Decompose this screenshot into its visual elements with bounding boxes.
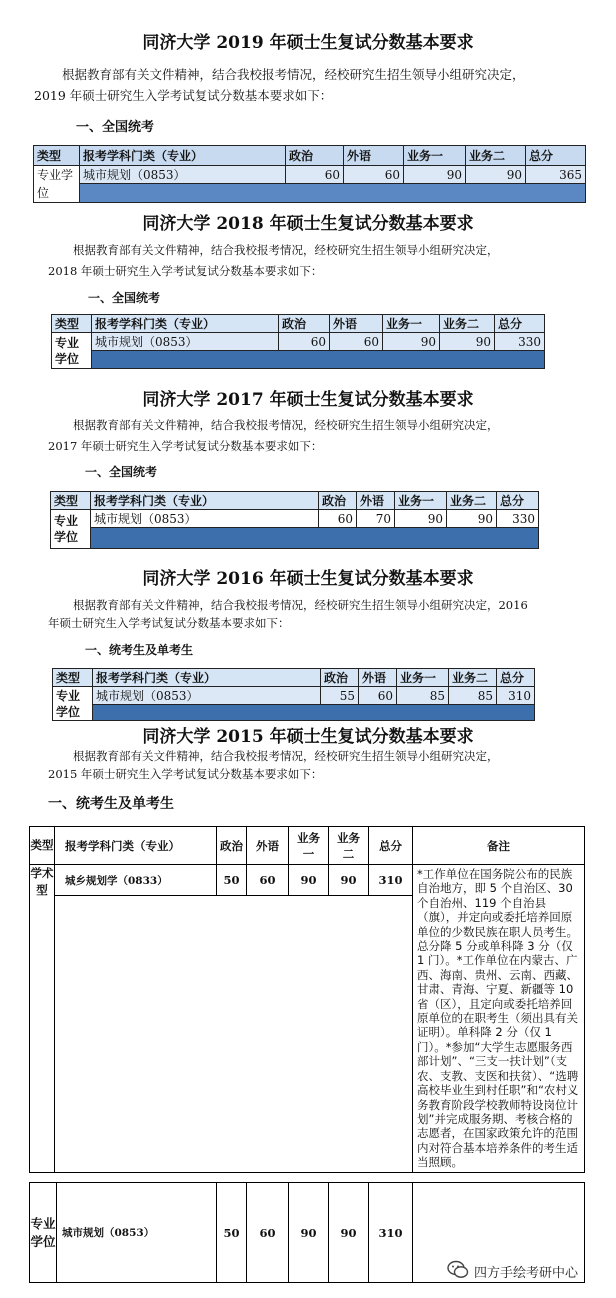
para-2018-line2: 2018 年硕士研究生入学考试复试分数基本要求如下： [48,264,323,278]
type-cell: 专业学位 [53,687,93,721]
header-major: 报考学科门类（专业） [80,146,286,166]
para-2018-line1: 根据教育部有关文件精神，结合我校报考情况，经校研究生招生领导小组研究决定， [73,243,499,257]
header-remarks: 备注 [413,827,585,865]
type-cell-academic: 学术型 [30,865,55,1173]
header-type: 类型 [51,492,91,510]
header-subject2: 业务二 [466,146,526,166]
subject1-score: 90 [289,1183,329,1283]
subject1-score: 90 [289,865,329,896]
blue-filler [92,351,545,369]
politics-score: 50 [217,1183,247,1283]
blue-filler [91,528,539,549]
header-language: 外语 [247,827,289,865]
blue-filler [80,184,586,203]
header-total: 总分 [497,669,535,687]
title-2018: 同济大学 2018 年硕士生复试分数基本要求 [142,214,474,234]
total-score: 310 [369,865,413,896]
politics-score: 50 [217,865,247,896]
type-cell: 专业学位 [52,333,92,369]
major-cell: 城市规划（0853） [93,687,321,705]
major-cell: 城市规划（0853） [91,510,319,528]
header-total: 总分 [526,146,586,166]
score-table-2018 [51,314,545,369]
header-type: 类型 [34,146,80,166]
title-2015: 同济大学 2015 年硕士生复试分数基本要求 [142,727,474,747]
section-2019: 一、全国统考 [76,120,155,135]
language-score: 60 [247,865,289,896]
para-2017-line2: 2017 年硕士研究生入学考试复试分数基本要求如下： [48,439,323,453]
type-cell-professional: 专业学位 [30,1183,57,1283]
header-politics: 政治 [217,827,247,865]
section-2017: 一、全国统考 [85,465,158,479]
header-language: 外语 [330,315,383,333]
header-language: 外语 [359,669,397,687]
header-subject2: 业务二 [329,827,369,865]
header-type: 类型 [30,827,55,865]
subject2-score: 90 [440,333,495,351]
subject1-score: 85 [397,687,449,705]
header-major: 报考学科门类（专业） [55,827,217,865]
subject2-score: 85 [449,687,497,705]
total-score: 365 [526,166,586,184]
header-language: 外语 [357,492,395,510]
major-cell: 城市规划（0853） [92,333,279,351]
subject1-score: 90 [404,166,466,184]
politics-score: 60 [279,333,330,351]
subject2-score: 90 [466,166,526,184]
total-score: 310 [497,687,535,705]
empty-area [55,896,413,1172]
header-subject2: 业务二 [440,315,495,333]
header-type: 类型 [53,669,93,687]
header-politics: 政治 [279,315,330,333]
section-2016: 一、统考生及单考生 [85,643,194,657]
language-score: 60 [330,333,383,351]
header-politics: 政治 [319,492,357,510]
blue-filler [93,705,535,721]
para-2017-line1: 根据教育部有关文件精神，结合我校报考情况，经校研究生招生领导小组研究决定， [73,418,499,432]
total-score: 310 [369,1183,413,1283]
header-major: 报考学科门类（专业） [91,492,319,510]
para-2015-line2: 2015 年硕士研究生入学考试复试分数基本要求如下： [48,767,323,781]
section-2015: 一、统考生及单考生 [48,796,174,812]
language-score: 60 [344,166,404,184]
header-subject2: 业务二 [449,669,497,687]
header-subject2: 业务二 [447,492,497,510]
major-cell: 城市规划（0853） [80,166,286,184]
subject1-score: 90 [383,333,440,351]
header-total: 总分 [369,827,413,865]
header-total: 总分 [495,315,545,333]
para-2015-line1: 根据教育部有关文件精神，结合我校报考情况，经校研究生招生领导小组研究决定， [73,749,499,763]
language-score: 60 [359,687,397,705]
title-2019: 同济大学 2019 年硕士生复试分数基本要求 [142,33,474,53]
major-cell: 城市规划（0853） [57,1183,217,1283]
para-2016-line2: 年硕士研究生入学考试复试分数基本要求如下： [48,616,290,630]
title-2016: 同济大学 2016 年硕士生复试分数基本要求 [142,569,474,589]
header-major: 报考学科门类（专业） [93,669,321,687]
para-2019-line1: 根据教育部有关文件精神，结合我校报考情况，经校研究生招生领导小组研究决定， [62,67,525,82]
remarks-notes: *工作单位在国务院公布的民族自治地方，即 5 个自治区、30 个自治州、119 个自治县（旗），并定向或委托培养回原单位的少数民族在职人员考生。总分降 5 分或单科降 3 分（仅 1 门）。*工作单位在内蒙古、广西、海南、贵州、云南、西藏、甘肃、青海、宁夏、新疆等 10 省（区），且定向或委托培养回原单位的在职考生（须出具有关证明）。单科降 2 分（仅 1 门）。*参加“大学生志愿服务西部计划”、“三支一扶计划”（支农、支教、支医和扶贫）、“选聘高校毕业生到村任职”和“农村义务教育阶段学校教师特设岗位计划”并完成服务期、考核合格的志愿者，在国家政策允许的范围内对符合基本培养条件的考生适当照顾。 [413,865,585,1173]
header-subject1: 业务一 [383,315,440,333]
language-score: 70 [357,510,395,528]
language-score: 60 [247,1183,289,1283]
section-2018: 一、全国统考 [88,291,161,305]
type-cell: 专业学位 [34,166,80,203]
header-politics: 政治 [286,146,344,166]
para-2016-line1: 根据教育部有关文件精神，结合我校报考情况，经校研究生招生领导小组研究决定，2016 [73,598,528,612]
header-subject1: 业务一 [397,669,449,687]
score-table-2017 [50,491,539,549]
header-politics: 政治 [321,669,359,687]
major-cell: 城乡规划学（0833） [55,865,217,896]
score-table-2015-academic [29,826,585,1173]
politics-score: 55 [321,687,359,705]
header-type: 类型 [52,315,92,333]
subject1-score: 90 [395,510,447,528]
header-subject1: 业务一 [395,492,447,510]
header-subject1: 业务一 [404,146,466,166]
header-language: 外语 [344,146,404,166]
total-score: 330 [497,510,539,528]
subject2-score: 90 [447,510,497,528]
type-cell: 专业学位 [51,510,91,549]
title-2017: 同济大学 2017 年硕士生复试分数基本要求 [142,390,474,410]
wechat-icon [447,1260,469,1280]
header-subject1: 业务一 [289,827,329,865]
para-2019-line2: 2019 年硕士研究生入学考试复试分数基本要求如下： [34,88,333,103]
subject2-score: 90 [329,1183,369,1283]
total-score: 330 [495,333,545,351]
header-major: 报考学科门类（专业） [92,315,279,333]
politics-score: 60 [319,510,357,528]
subject2-score: 90 [329,865,369,896]
watermark-text: 四方手绘考研中心 [474,1266,579,1281]
politics-score: 60 [286,166,344,184]
score-table-2016 [52,668,535,721]
score-table-2019 [33,145,586,203]
header-total: 总分 [497,492,539,510]
